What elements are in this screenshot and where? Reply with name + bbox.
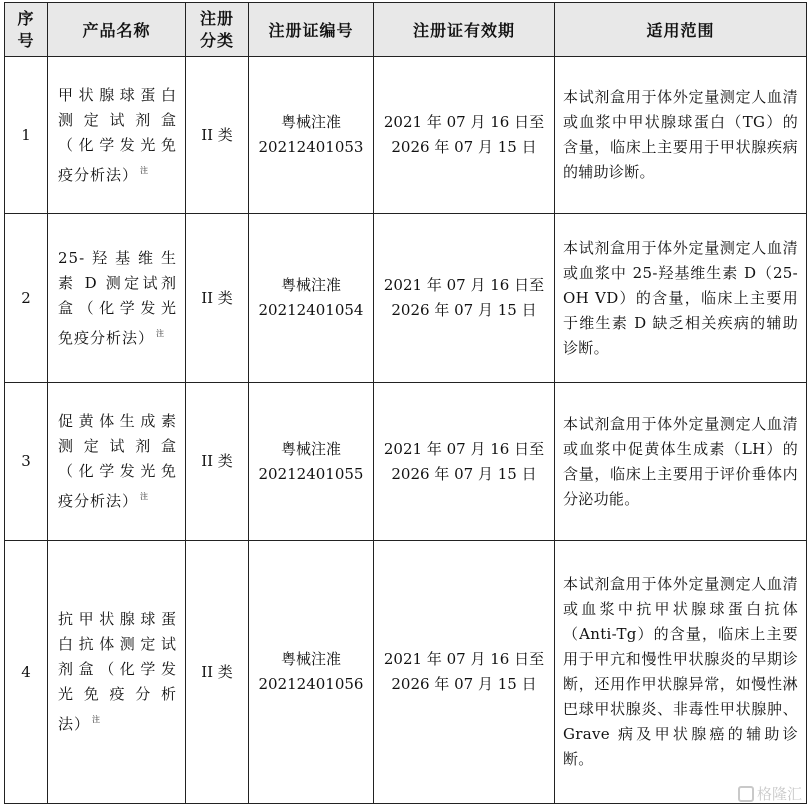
table-row [5, 57, 807, 214]
scope-text: 本试剂盒用于体外定量测定人血清或血浆中促黄体生成素（LH）的含量，临床上主要用于评价垂体内分泌功能。 [555, 383, 807, 541]
header-row [5, 3, 807, 57]
validity-period: 2021 年 07 月 16 日至 2026 年 07 月 15 日 [374, 383, 555, 541]
footnote-mark: 注 [140, 165, 149, 175]
serial-number: 2 [5, 214, 48, 383]
validity-period: 2021 年 07 月 16 日至 2026 年 07 月 15 日 [374, 57, 555, 214]
registration-class: II 类 [186, 541, 249, 804]
watermark-text: 格隆汇 [756, 785, 802, 803]
watermark [738, 783, 802, 804]
footnote-mark: 注 [156, 328, 165, 338]
product-name: 抗甲状腺球蛋 白抗体测定试 剂盒（化学发 光免疫分析 法） $^注$ [48, 541, 186, 804]
serial-number: 4 [5, 541, 48, 804]
registration-table [4, 2, 807, 804]
registration-number: 粤械注准 20212401055 [249, 383, 374, 541]
registration-class: II 类 [186, 57, 249, 214]
header-product-name: 产品名称 [48, 3, 186, 57]
scope-text: 本试剂盒用于体外定量测定人血清或血浆中抗甲状腺球蛋白抗体（Anti-Tg）的含量，临床上主要用于甲亢和慢性甲状腺炎的早期诊断，还用作甲状腺异常，如慢性淋巴球甲状腺炎、非毒性甲状腺肿、Grave 病及甲状腺癌的辅助诊断。 [555, 541, 807, 804]
table-row [5, 383, 807, 541]
registration-number: 粤械注准 20212401056 [249, 541, 374, 804]
watermark-logo-icon [738, 786, 754, 802]
header-serial-number: 序 号 [5, 3, 48, 57]
serial-number: 1 [5, 57, 48, 214]
product-name: 甲状腺球蛋白 测定试剂盒 （化学发光免 疫分析法） $^注$ [48, 57, 186, 214]
table-row [5, 541, 807, 804]
registration-class: II 类 [186, 383, 249, 541]
registration-number: 粤械注准 20212401054 [249, 214, 374, 383]
product-name: 促黄体生成素 测定试剂盒 （化学发光免 疫分析法） $^注$ [48, 383, 186, 541]
header-registration-number: 注册证编号 [249, 3, 374, 57]
footnote-mark: 注 [140, 492, 149, 501]
footnote-mark: 注 [92, 715, 101, 724]
product-name: 25-羟基维生 素 D 测定试剂 盒（化学发光 免疫分析法） $^注$ [48, 214, 186, 383]
serial-number: 3 [5, 383, 48, 541]
validity-period: 2021 年 07 月 16 日至 2026 年 07 月 15 日 [374, 214, 555, 383]
scope-text: 本试剂盒用于体外定量测定人血清或血浆中 25-羟基维生素 D（25-OH VD）的含量，临床上主要用于维生素 D 缺乏相关疾病的辅助诊断。 [555, 214, 807, 383]
table-row [5, 214, 807, 383]
header-validity: 注册证有效期 [374, 3, 555, 57]
validity-period: 2021 年 07 月 16 日至 2026 年 07 月 15 日 [374, 541, 555, 804]
registration-class: II 类 [186, 214, 249, 383]
scope-text: 本试剂盒用于体外定量测定人血清或血浆中甲状腺球蛋白（TG）的含量，临床上主要用于甲状腺疾病的辅助诊断。 [555, 57, 807, 214]
header-scope: 适用范围 [555, 3, 807, 57]
registration-number: 粤械注准 20212401053 [249, 57, 374, 214]
header-registration-class: 注册 分类 [186, 3, 249, 57]
